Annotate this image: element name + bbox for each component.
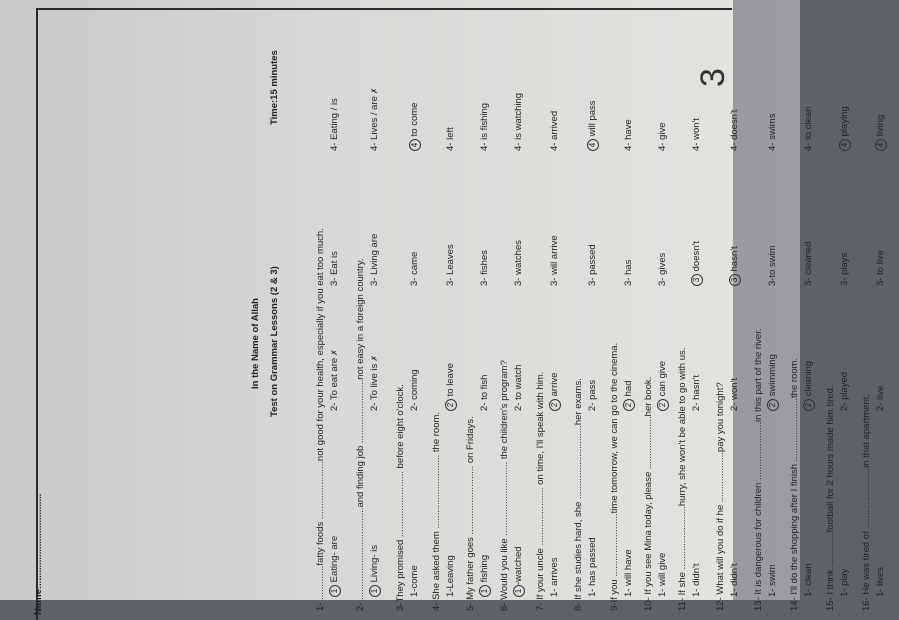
answer-option: 1- lives: [875, 566, 886, 597]
answer-option: 3- has: [623, 259, 634, 286]
answer-option: [875, 115, 887, 151]
answer-option: 3- gives: [657, 252, 668, 286]
answer-option: [803, 361, 815, 411]
answer-option: 3- passed: [587, 244, 598, 286]
answer-option: [445, 363, 457, 411]
circled-number-mark: 1: [479, 585, 491, 597]
question-item: [395, 1, 433, 611]
answer-option: 2- to fish: [479, 374, 490, 411]
page-number: 3: [693, 68, 732, 87]
answer-option: 4- doesn't: [729, 109, 740, 151]
answer-option: 3-to swim: [767, 245, 778, 286]
question-item: [715, 1, 753, 611]
circled-number-mark: 4: [409, 139, 421, 151]
question-item: [573, 1, 611, 611]
answer-option: 3- will arrive: [549, 235, 560, 286]
answer-option: 3- fishes: [479, 250, 490, 286]
question-item: [861, 1, 899, 611]
circled-number-mark: 2: [803, 399, 815, 411]
answer-option: 3- Living are: [369, 233, 380, 286]
answer-option: [587, 100, 599, 151]
answer-option: 2- To live is✗: [369, 354, 380, 411]
answer-option: [729, 246, 741, 286]
answer-option: 4- arrived: [549, 110, 560, 151]
question-stem: 1- .............fatty foods ......................not good for your health, especially if you eat too much.: [315, 228, 326, 611]
answer-option: 1- didn't: [729, 563, 740, 597]
answer-option: 1- didn't: [691, 563, 702, 597]
answer-option: 2- to watch: [513, 364, 524, 411]
answer-option: 4- have: [623, 119, 634, 151]
question-item: [431, 1, 469, 611]
answer-option: 3- came: [409, 251, 420, 286]
circled-number-mark: 2: [767, 399, 779, 411]
answer-option: 1- will give: [657, 552, 668, 597]
answer-option: [513, 546, 525, 597]
question-stem: 7- If your uncle ...................... on time, I'll speak with him.: [535, 371, 546, 611]
question-item: [753, 1, 791, 611]
answer-option: 1- swim: [767, 564, 778, 597]
answer-option: 3- Eat is: [329, 251, 340, 286]
time-limit: Time:15 minutes: [269, 50, 280, 125]
answer-option: 4- Eating / is: [329, 98, 340, 151]
circled-number-mark: 4: [875, 139, 887, 151]
option-text: cleaning: [803, 360, 814, 399]
answer-option: 3- to live: [875, 250, 886, 286]
answer-option: 2- pass: [587, 379, 598, 411]
bismillah-heading: In the Name of Allah: [250, 298, 261, 389]
question-stem: 8- If she studies hard, she ............................her exams.: [573, 378, 584, 611]
question-stem: 12- What will you do if he ...................pay you tonight?: [715, 382, 726, 611]
answer-option: [691, 241, 703, 286]
answer-option: 4- give: [657, 122, 668, 151]
cross-mark-icon: ✗: [370, 354, 379, 362]
option-text: living: [875, 114, 886, 139]
answer-option: 3- plays: [839, 252, 850, 286]
question-stem: 6- Would you like ............................ the children's program?: [499, 360, 510, 611]
answer-option: [839, 106, 851, 151]
option-text: can give: [657, 360, 668, 399]
option-text: had: [623, 380, 634, 399]
question-stem: 16- He was tired of .......................in that apartment.: [861, 393, 872, 611]
option-text: swimming: [767, 354, 778, 399]
question-item: [677, 1, 715, 611]
question-stem: 14- I'll do the shopping after I finish ........................the room.: [789, 357, 800, 611]
circled-number-mark: 1: [513, 585, 525, 597]
answer-option: 3- cleaned: [803, 241, 814, 286]
circled-number-mark: 2: [445, 399, 457, 411]
answer-option: 4- is watching: [513, 92, 524, 151]
circled-number-mark: 1: [329, 585, 341, 597]
circled-number-mark: 2: [549, 399, 561, 411]
answer-option: 1- play: [839, 568, 850, 597]
answer-option: 4- swims: [767, 113, 778, 151]
question-stem: 2- ...................................and finding job ........................not easy in a foreign country.: [355, 258, 366, 611]
answer-option: [409, 103, 421, 151]
answer-option: 1- clean: [803, 563, 814, 597]
option-text: Eating- are: [329, 535, 340, 585]
question-item: [789, 1, 827, 611]
circled-number-mark: 2: [623, 399, 635, 411]
circled-number-mark: 4: [839, 139, 851, 151]
circled-number-mark: 3: [729, 274, 741, 286]
test-title: Test on Grammar Lessons (2 & 3): [269, 266, 280, 417]
answer-option: 3- Leaves: [445, 244, 456, 286]
answer-option: [623, 381, 635, 412]
circled-number-mark: 2: [657, 399, 669, 411]
answer-option: 4- is fishing: [479, 102, 490, 151]
question-stem: 13- It is dangerous for children ......................in this part of the river.: [753, 328, 764, 611]
answer-option: 3- watches: [513, 240, 524, 286]
circled-number-mark: 4: [587, 139, 599, 151]
circled-number-mark: 1: [369, 585, 381, 597]
question-item: [465, 1, 503, 611]
answer-option: [479, 555, 491, 597]
question-item: [609, 1, 647, 611]
cross-mark-icon: ✗: [370, 87, 379, 95]
option-text: playing: [839, 106, 850, 139]
question-stem: 15- I think .............football for 2 hours made him tired.: [825, 385, 836, 611]
option-text: Living- is: [369, 544, 380, 585]
answer-option: [369, 545, 381, 597]
option-text: will pass: [587, 100, 598, 139]
answer-option: 2- live: [875, 385, 886, 411]
answer-option: 1-Leaving: [445, 555, 456, 597]
option-text: fishing: [479, 554, 490, 585]
answer-option: 4- won't: [691, 118, 702, 151]
question-stem: 3-They promised ......................... before eight o'clock.: [395, 384, 406, 611]
answer-option: 4- Lives / are✗: [369, 87, 380, 151]
answer-option: 2- To eat are✗: [329, 349, 340, 411]
option-text: -watched: [513, 546, 524, 585]
answer-option: 1- arrives: [549, 557, 560, 597]
answer-option: 4- to clean: [803, 106, 814, 151]
answer-option: 2- hasn't: [691, 374, 702, 411]
question-stem: 4- She asked them ............................ the room.: [431, 411, 442, 611]
name-field: Name:...................................: [33, 493, 44, 615]
question-item: [355, 1, 393, 611]
answer-option: 2- coming: [409, 369, 420, 411]
question-stem: 5- My father goes .......................... on Fridays.: [465, 416, 476, 611]
question-stem: 10- If you see Mina today, please ....................her book.: [643, 376, 654, 611]
answer-option: 2- played: [839, 371, 850, 411]
question-stem: 11- If she ........................hurry, she won't be able to go with us.: [677, 347, 688, 611]
circled-number-mark: 3: [691, 274, 703, 286]
answer-option: 1- will have: [623, 549, 634, 597]
question-item: [643, 1, 681, 611]
option-text: arrive: [549, 372, 560, 399]
question-item: [825, 1, 863, 611]
worksheet-content: [25, 0, 886, 615]
answer-option: [329, 536, 341, 597]
answer-option: [549, 373, 561, 411]
question-item: [535, 1, 573, 611]
option-text: hasn't: [729, 246, 740, 274]
answer-option: 2- won't: [729, 378, 740, 411]
answer-option: 1- has passed: [587, 537, 598, 597]
answer-option: [767, 354, 779, 411]
option-text: to come: [409, 102, 420, 139]
question-stem: 9-If you ........................time tomorrow, we can go to the cinema.: [609, 342, 620, 611]
answer-option: 4- left: [445, 127, 456, 151]
question-item: [315, 1, 353, 611]
question-item: [499, 1, 537, 611]
answer-option: [657, 361, 669, 411]
option-text: doesn't: [691, 241, 702, 274]
cross-mark-icon: ✗: [330, 349, 339, 356]
answer-option: 1-come: [409, 565, 420, 597]
option-text: to leave: [445, 363, 456, 399]
